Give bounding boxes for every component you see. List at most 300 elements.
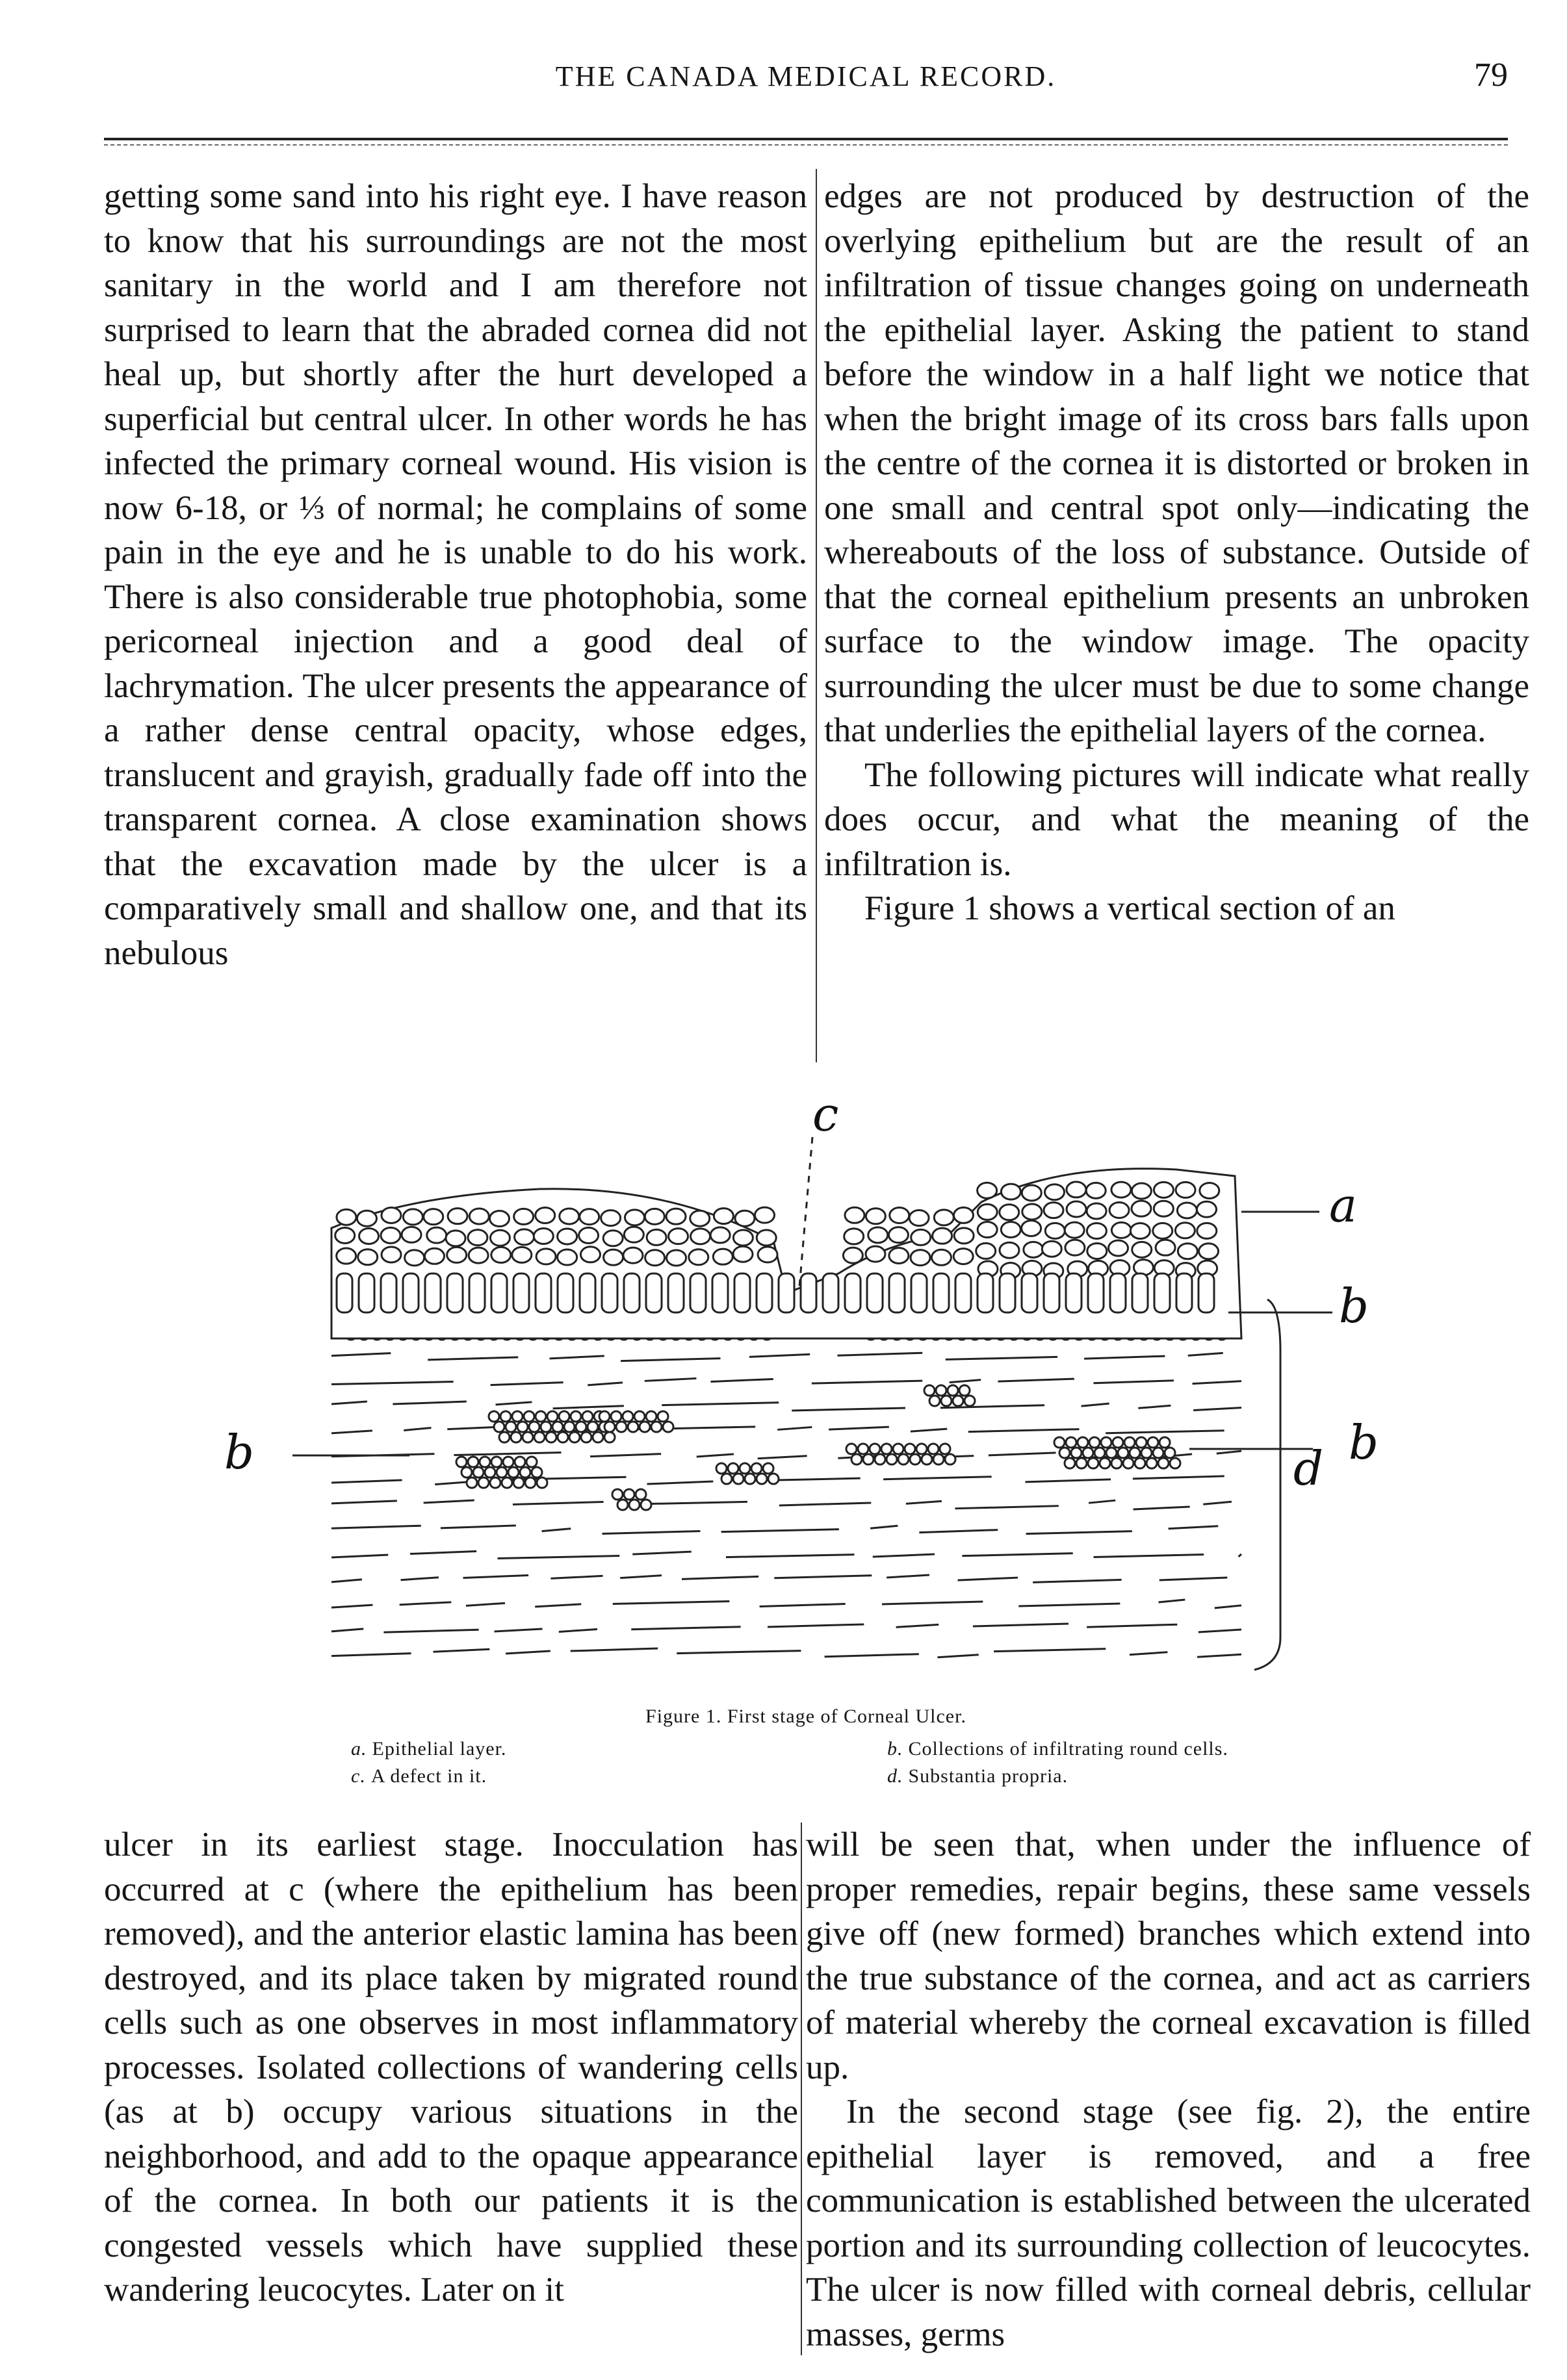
- wandering-cell: [640, 1422, 650, 1432]
- stroma-fiber: [1159, 1600, 1185, 1602]
- epithelial-cell: [468, 1230, 487, 1246]
- wandering-cell: [500, 1411, 511, 1422]
- stroma-fiber: [424, 1500, 474, 1503]
- stroma-fiber: [400, 1602, 452, 1605]
- wandering-cell: [1089, 1437, 1100, 1448]
- stroma-fiber: [758, 1456, 807, 1459]
- wandering-cell: [485, 1467, 495, 1478]
- wandering-cell: [751, 1463, 762, 1474]
- epithelial-cell: [1086, 1183, 1106, 1198]
- legend-item-d: [887, 1765, 1068, 1787]
- wandering-cell: [503, 1457, 513, 1467]
- basal-cell: [513, 1273, 529, 1312]
- wandering-cell: [491, 1457, 502, 1467]
- stroma-fiber: [383, 1630, 478, 1632]
- wandering-cell: [616, 1422, 627, 1432]
- stroma-fiber: [697, 1454, 734, 1457]
- wandering-cell: [617, 1500, 628, 1510]
- wandering-cell: [863, 1454, 874, 1465]
- epithelial-cell: [667, 1250, 686, 1266]
- epithelial-cell: [514, 1209, 534, 1224]
- epithelial-cell: [954, 1228, 974, 1244]
- wandering-cell: [456, 1457, 467, 1467]
- legend-item-a: [351, 1738, 506, 1760]
- stroma-fiber: [401, 1578, 439, 1580]
- wandering-cell: [480, 1457, 490, 1467]
- wandering-cell: [512, 1411, 523, 1422]
- wandering-cell: [506, 1422, 516, 1432]
- wandering-cell: [1065, 1458, 1075, 1468]
- legend-item-b: [887, 1738, 1228, 1760]
- stroma-fiber: [631, 1627, 740, 1630]
- stroma-fiber: [550, 1356, 604, 1359]
- figure-label-b-left: b: [224, 1425, 255, 1479]
- basal-cell: [1088, 1273, 1104, 1312]
- epithelial-cell: [931, 1249, 951, 1265]
- wandering-cell: [1113, 1437, 1123, 1448]
- wandering-cell: [520, 1467, 530, 1478]
- epithelial-cell: [1000, 1242, 1019, 1258]
- wandering-cell: [1130, 1448, 1140, 1458]
- basal-cell: [536, 1273, 551, 1312]
- column-top-right: [824, 174, 1529, 931]
- basal-cell: [1066, 1273, 1081, 1312]
- epithelial-cell: [512, 1247, 532, 1262]
- wandering-cell: [581, 1432, 591, 1442]
- wandering-cell: [1135, 1458, 1145, 1468]
- paragraph: will be seen that, when under the influence of proper remedies, repair begins, these same vessels give off (new formed) branches which extend into the true substance of the cornea, and act as carriers of material whereby the corneal excavation is filled up.: [806, 1826, 1531, 2086]
- wandering-cell: [1111, 1458, 1122, 1468]
- epithelial-cell: [1045, 1184, 1065, 1200]
- stroma-fiber: [906, 1501, 942, 1503]
- wandering-cell: [473, 1467, 484, 1478]
- epithelial-cell: [491, 1247, 511, 1262]
- epithelial-cell: [580, 1247, 600, 1262]
- stroma-fiber: [1203, 1502, 1232, 1504]
- epithelial-cell: [1065, 1222, 1084, 1238]
- stroma-fiber: [1089, 1500, 1115, 1503]
- paragraph: Figure 1 shows a vertical section of an: [864, 889, 1395, 927]
- stroma-fiber: [710, 1379, 773, 1381]
- basal-cell: [425, 1273, 441, 1312]
- wandering-cell: [1148, 1437, 1158, 1448]
- wandering-cell: [922, 1454, 932, 1465]
- basal-cell: [955, 1273, 971, 1312]
- stroma-fiber: [1084, 1356, 1165, 1359]
- wandering-cell: [628, 1422, 638, 1432]
- wandering-cell: [721, 1474, 732, 1484]
- epithelial-cell: [1156, 1240, 1175, 1255]
- stroma-fiber: [1106, 1431, 1224, 1433]
- stroma-fiber: [1033, 1580, 1121, 1582]
- epithelial-cell: [403, 1209, 422, 1225]
- stroma-fiber: [958, 1578, 1018, 1580]
- epithelial-cell: [427, 1227, 447, 1243]
- epithelial-cell: [713, 1249, 732, 1264]
- stroma-fiber: [466, 1603, 505, 1606]
- stroma-fiber: [410, 1551, 476, 1554]
- epithelial-cell: [447, 1247, 467, 1262]
- stroma-fiber: [463, 1575, 529, 1578]
- paragraph: In the second stage (see fig. 2), the entire epithelial layer is removed, and a free communication is established between the ulcerated portion and its surrounding collection of leucocytes. The ulcer is now filled with corneal debris, cellular masses, germs: [806, 2093, 1531, 2353]
- caption-title: Figure 1. First stage of Corneal Ulcer.: [645, 1706, 966, 1727]
- epithelial-cell: [1044, 1203, 1063, 1218]
- basal-cell: [359, 1273, 374, 1312]
- basal-cell: [978, 1273, 993, 1312]
- stroma-fiber: [937, 1655, 978, 1657]
- wandering-cell: [1170, 1458, 1180, 1468]
- epithelial-cell: [755, 1207, 774, 1223]
- wandering-cell: [740, 1463, 750, 1474]
- basal-cell: [779, 1273, 794, 1312]
- epithelial-cell: [953, 1249, 973, 1264]
- epithelial-cell: [1001, 1184, 1020, 1199]
- wandering-cell: [534, 1432, 545, 1442]
- epithelial-cell: [844, 1229, 864, 1244]
- epithelial-cell: [1087, 1243, 1107, 1259]
- wandering-cell: [1124, 1437, 1135, 1448]
- epithelial-cell: [1111, 1182, 1131, 1197]
- wandering-cell: [604, 1422, 615, 1432]
- epithelial-cell: [601, 1210, 621, 1226]
- wandering-cell: [1101, 1437, 1111, 1448]
- epithelial-cell: [1132, 1242, 1152, 1257]
- column-divider: [816, 169, 817, 1062]
- epithelial-cell: [1109, 1240, 1128, 1256]
- epithelial-cell: [604, 1249, 623, 1265]
- epithelial-cell: [1042, 1241, 1061, 1257]
- wandering-cell: [1141, 1448, 1152, 1458]
- stroma-fiber: [825, 1654, 919, 1657]
- stroma-fiber: [998, 1379, 1074, 1381]
- basal-cell: [447, 1273, 463, 1312]
- epithelial-cell: [381, 1227, 400, 1243]
- wandering-cell: [612, 1489, 623, 1500]
- wandering-cell: [1094, 1448, 1105, 1458]
- epithelial-cell: [868, 1227, 888, 1243]
- stroma-fiber: [331, 1605, 372, 1607]
- epithelial-cell: [933, 1228, 952, 1244]
- epithelial-cell: [647, 1229, 666, 1245]
- basal-cell: [757, 1273, 772, 1312]
- stroma-fiber: [1239, 1554, 1241, 1557]
- epithelial-cell: [1176, 1182, 1195, 1197]
- figure-label-a: a: [1329, 1178, 1357, 1233]
- wandering-cell: [733, 1474, 744, 1484]
- epithelial-cell: [469, 1209, 489, 1224]
- page-number: 79: [1474, 57, 1508, 94]
- wandering-cell: [928, 1444, 939, 1454]
- epithelial-cell: [978, 1222, 997, 1238]
- stroma-fiber: [792, 1408, 905, 1411]
- wandering-cell: [523, 1432, 533, 1442]
- stroma-fiber: [1138, 1405, 1171, 1408]
- wandering-cell: [537, 1478, 547, 1488]
- stroma-fiber: [1193, 1381, 1241, 1384]
- epithelial-cell: [710, 1227, 730, 1243]
- wandering-cell: [467, 1478, 477, 1488]
- wandering-cell: [905, 1444, 915, 1454]
- basal-cell: [911, 1273, 927, 1312]
- epithelial-cell: [359, 1228, 379, 1244]
- epithelial-cell: [1022, 1220, 1041, 1236]
- epithelial-cell: [1087, 1203, 1106, 1219]
- stroma-fiber: [428, 1357, 518, 1360]
- epithelial-cell: [448, 1209, 467, 1224]
- epithelial-cell: [536, 1249, 556, 1264]
- wandering-cell: [933, 1454, 944, 1465]
- epithelial-cell: [1130, 1223, 1150, 1238]
- epithelial-cell: [580, 1209, 599, 1225]
- wandering-cell: [1076, 1458, 1087, 1468]
- stroma-fiber: [726, 1555, 855, 1557]
- wandering-cell: [768, 1474, 779, 1484]
- epithelial-cell: [337, 1248, 356, 1264]
- stroma-fiber: [883, 1477, 992, 1479]
- epithelial-cell: [733, 1230, 753, 1246]
- wandering-cell: [1158, 1458, 1169, 1468]
- wandering-cell: [517, 1422, 528, 1432]
- wandering-cell: [965, 1396, 975, 1406]
- epithelial-cell: [405, 1250, 424, 1266]
- epithelial-cell: [1000, 1205, 1019, 1220]
- stroma-fiber: [968, 1429, 1080, 1432]
- epithelial-cell: [690, 1210, 710, 1226]
- epithelial-cell: [358, 1249, 378, 1265]
- epithelial-cell: [1177, 1203, 1197, 1218]
- stroma-fiber: [994, 1649, 1106, 1652]
- wandering-cell: [941, 1396, 952, 1406]
- wandering-cell: [499, 1432, 510, 1442]
- stroma-fiber: [621, 1359, 720, 1361]
- epithelial-cell: [1132, 1183, 1151, 1199]
- basal-cell: [558, 1273, 573, 1312]
- epithelial-cell: [845, 1207, 864, 1223]
- stroma-fiber: [496, 1402, 532, 1405]
- stroma-fiber: [542, 1529, 571, 1531]
- basal-cell: [823, 1273, 838, 1312]
- epithelial-cell: [1175, 1223, 1195, 1238]
- epithelial-cell: [1111, 1222, 1131, 1238]
- stroma-fiber: [837, 1353, 922, 1355]
- paragraph: getting some sand into his right eye. I have reason to know that his surroundings are not the most sanitary in the world and I am therefore not surprised to learn that the abraded cornea did not heal up, but shortly after the hurt developed a superficial but central ulcer. In other words he has infected the primary corneal wound. His vision is now 6-18, or ⅓ of normal; he complains of some pain in the eye and he is unable to do his work. There is also considerable true photophobia, some pericorneal injection and a good deal of lachrymation. The ulcer presents the appearance of a rather dense central opacity, whose edges, translucent and grayish, gradually fade off into the transparent cornea. A close examination shows that the excavation made by the ulcer is a comparatively small and shallow one, and that its nebulous: [104, 177, 807, 972]
- journal-title: THE CANADA MEDICAL RECORD.: [555, 60, 1057, 92]
- wandering-cell: [588, 1422, 598, 1432]
- wandering-cell: [461, 1467, 472, 1478]
- stroma-fiber: [331, 1480, 402, 1483]
- stroma-fiber: [513, 1502, 604, 1504]
- stroma-fiber: [1169, 1526, 1219, 1529]
- stroma-fiber: [435, 1482, 469, 1485]
- basal-cell: [1022, 1273, 1037, 1312]
- stroma-fiber: [911, 1429, 947, 1431]
- stroma-fiber: [662, 1403, 779, 1405]
- wandering-cell: [1123, 1458, 1133, 1468]
- basal-cell: [491, 1273, 507, 1312]
- basal-cell: [381, 1273, 396, 1312]
- basal-cell: [690, 1273, 706, 1312]
- epithelial-cell: [515, 1229, 534, 1245]
- epithelial-cell: [909, 1210, 929, 1226]
- wandering-cell: [948, 1385, 958, 1396]
- basal-cell: [403, 1273, 419, 1312]
- stroma-fiber: [613, 1602, 730, 1604]
- epithelial-cell: [1067, 1201, 1086, 1217]
- epithelial-cell: [689, 1249, 708, 1265]
- epithelial-cell: [1022, 1185, 1041, 1201]
- wandering-cell: [611, 1411, 621, 1422]
- epithelial-cell: [623, 1248, 643, 1263]
- wandering-cell: [763, 1463, 773, 1474]
- stroma-fiber: [1025, 1479, 1111, 1482]
- epithelial-cell: [953, 1207, 973, 1223]
- stroma-fiber: [571, 1648, 658, 1651]
- wandering-cell: [571, 1411, 581, 1422]
- stroma-fiber: [682, 1576, 758, 1579]
- wandering-cell: [515, 1457, 525, 1467]
- figure-label-b-right: b: [1349, 1415, 1379, 1470]
- wandering-cell: [1153, 1448, 1163, 1458]
- stroma-fiber: [829, 1427, 889, 1429]
- wandering-cell: [658, 1411, 668, 1422]
- wandering-cell: [1088, 1458, 1098, 1468]
- wandering-cell: [1159, 1437, 1170, 1448]
- wandering-cell: [1083, 1448, 1093, 1458]
- epithelial-cell: [1153, 1223, 1172, 1238]
- legend-key: a.: [351, 1738, 367, 1759]
- basal-cell: [646, 1273, 662, 1312]
- stroma-fiber: [441, 1526, 516, 1528]
- wandering-cell: [599, 1411, 610, 1422]
- wandering-cell: [851, 1454, 862, 1465]
- epithelial-cell: [976, 1243, 996, 1259]
- epithelial-cell: [603, 1231, 623, 1246]
- stroma-fiber: [677, 1651, 801, 1654]
- wandering-cell: [582, 1411, 593, 1422]
- wandering-cell: [881, 1444, 892, 1454]
- wandering-cell: [924, 1385, 935, 1396]
- epithelial-cell: [357, 1210, 376, 1226]
- stroma-fiber: [331, 1555, 388, 1557]
- epithelial-cell: [425, 1248, 445, 1264]
- paragraph: edges are not produced by destruction of the overlying epithelium but are the result of an infiltration of tissue changes going on underneath the epithelial layer. Asking the patient to stand before the window in a half light we notice that when the bright image of its cross bars falls upon the centre of the cornea it is distorted or broken in one small and central spot only—indicating the whereabouts of the loss of substance. Outside of that the corneal epithelium presents an unbroken surface to the window image. The opacity surrounding the ulcer must be due to some change that underlies the epithelial layers of the cornea.: [824, 177, 1529, 749]
- epithelial-cell: [645, 1250, 665, 1266]
- epithelial-cell: [1197, 1201, 1217, 1217]
- stroma-fiber: [331, 1401, 367, 1404]
- legend-text: A defect in it.: [370, 1765, 487, 1787]
- epithelial-cell: [1154, 1201, 1173, 1216]
- epithelial-cell: [1178, 1244, 1197, 1259]
- epithelial-cell: [490, 1230, 510, 1246]
- epithelial-cell: [889, 1248, 909, 1263]
- epithelial-cell: [645, 1209, 664, 1224]
- wandering-cell: [940, 1444, 950, 1454]
- wandering-cell: [910, 1454, 920, 1465]
- wandering-cell: [593, 1432, 603, 1442]
- stroma-fiber: [495, 1629, 543, 1631]
- stroma-fiber: [768, 1624, 864, 1627]
- epithelial-cell: [934, 1210, 953, 1225]
- stroma-fiber: [647, 1481, 714, 1484]
- stroma-fiber: [602, 1531, 700, 1533]
- header-rule-dashed: [104, 144, 1508, 146]
- stroma-fiber: [620, 1576, 662, 1578]
- wandering-cell: [875, 1454, 885, 1465]
- wandering-cell: [1059, 1448, 1070, 1458]
- stroma-fiber: [812, 1381, 922, 1383]
- wandering-cell: [468, 1457, 478, 1467]
- wandering-cell: [646, 1411, 656, 1422]
- epithelial-cell: [558, 1229, 577, 1244]
- epithelial-cell: [579, 1227, 599, 1243]
- epithelial-cell: [1154, 1182, 1173, 1197]
- wandering-cell: [524, 1411, 534, 1422]
- epithelial-cell: [866, 1209, 885, 1224]
- legend-text: Epithelial layer.: [372, 1738, 507, 1759]
- epithelial-cell: [446, 1231, 465, 1246]
- stroma-fiber: [946, 1357, 1057, 1359]
- legend-key: d.: [887, 1765, 903, 1787]
- stroma-fiber: [887, 1575, 929, 1578]
- stroma-fiber: [491, 1383, 563, 1385]
- legend-key: c.: [351, 1765, 366, 1787]
- stroma-fiber: [774, 1576, 872, 1578]
- epithelial-cell: [1109, 1203, 1129, 1218]
- stroma-fiber: [1018, 1604, 1120, 1606]
- stroma-fiber: [331, 1501, 397, 1503]
- wandering-cell: [552, 1422, 563, 1432]
- epithelial-cell: [1200, 1183, 1219, 1198]
- basal-cell: [712, 1273, 728, 1312]
- basal-cell: [1132, 1273, 1148, 1312]
- stroma-fiber: [404, 1427, 431, 1430]
- basal-cell: [889, 1273, 905, 1312]
- stroma-fiber: [777, 1427, 812, 1429]
- stroma-fiber: [1159, 1578, 1228, 1580]
- wandering-cell: [1106, 1448, 1117, 1458]
- epithelial-cell: [534, 1228, 553, 1244]
- stroma-fiber: [1197, 1654, 1241, 1657]
- stroma-fiber: [1193, 1407, 1241, 1410]
- stroma-fiber: [331, 1382, 454, 1385]
- stroma-fiber: [331, 1629, 363, 1631]
- wandering-cell: [511, 1432, 521, 1442]
- wandering-cell: [870, 1444, 880, 1454]
- stroma-fiber: [550, 1576, 602, 1578]
- stroma-fiber: [559, 1629, 597, 1631]
- stroma-fiber: [1094, 1555, 1204, 1557]
- epithelial-cell: [335, 1227, 355, 1243]
- wandering-cell: [858, 1444, 868, 1454]
- stroma-fiber: [1133, 1476, 1224, 1479]
- basal-cell: [624, 1273, 640, 1312]
- wandering-cell: [1071, 1448, 1081, 1458]
- wandering-cell: [547, 1411, 558, 1422]
- basal-cell: [933, 1273, 949, 1312]
- wandering-cell: [636, 1489, 646, 1500]
- paragraph: ulcer in its earliest stage. Inocculation has occurred at c (where the epithelium has been removed), and the anterior elastic lamina has been destroyed, and its place taken by migrated round cells such as one observes in most inflammatory processes. Isolated collections of wandering cells (as at b) occupy various situations in the neighborhood, and add to the opaque appearance of the cornea. In both our patients it is the congested vessels which have supplied these wandering leucocytes. Later on it: [104, 1826, 798, 2309]
- epithelial-layer: [331, 1169, 1241, 1338]
- wandering-cell: [532, 1467, 542, 1478]
- stroma-fiber: [721, 1529, 839, 1532]
- stroma-fiber: [331, 1353, 391, 1356]
- stroma-fiber: [393, 1401, 466, 1404]
- epithelial-cell: [558, 1249, 577, 1265]
- epithelial-cell: [758, 1247, 777, 1262]
- epithelial-cell: [911, 1250, 930, 1266]
- epithelial-cell: [888, 1227, 908, 1243]
- epithelial-cell: [735, 1210, 755, 1226]
